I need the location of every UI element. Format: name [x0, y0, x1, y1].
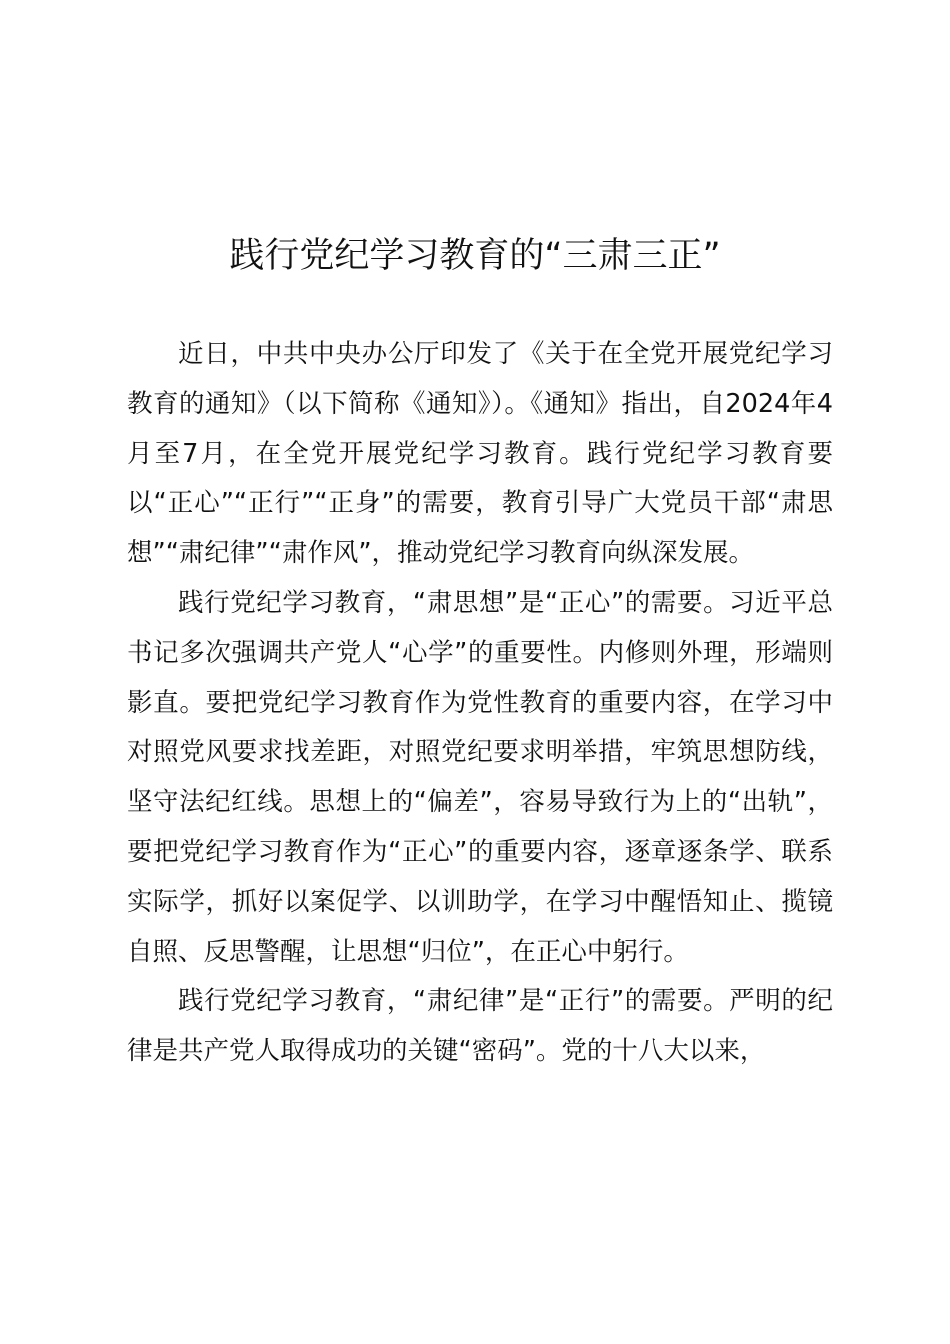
- document-title: 践行党纪学习教育的“三肃三正”: [229, 236, 721, 276]
- paragraph-discipline: 践行党纪学习教育，“肃纪律”是“正行”的需要。严明的纪律是共产党人取得成功的关键“密码”。党的十八大以来，: [127, 986, 833, 1067]
- document-body: [127, 330, 833, 1077]
- paragraph-thought: 践行党纪学习教育，“肃思想”是“正心”的需要。习近平总书记多次强调共产党人“心学”的重要性。内修则外理，形端则影直。要把党纪学习教育作为党性教育的重要内容，在学习中对照党风要求找差距，对照党纪要求明举措，牢筑思想防线，坚守法纪红线。思想上的“偏差”，容易导致行为上的“出轨”，要把党纪学习教育作为“正心”的重要内容，逐章逐条学、联系实际学，抓好以案促学、以训助学，在学习中醒悟知止、揽镜自照、反思警醒，让思想“归位”，在正心中躬行。: [127, 587, 833, 967]
- paragraph-intro: 近日，中共中央办公厅印发了《关于在全党开展党纪学习教育的通知》（以下简称《通知》）。《通知》指出，自2024年4月至7月，在全党开展党纪学习教育。践行党纪学习教育要以“正心”“正行”“正身”的需要，教育引导广大党员干部“肃思想”“肃纪律”“肃作风”，推动党纪学习教育向纵深发展。: [127, 339, 833, 569]
